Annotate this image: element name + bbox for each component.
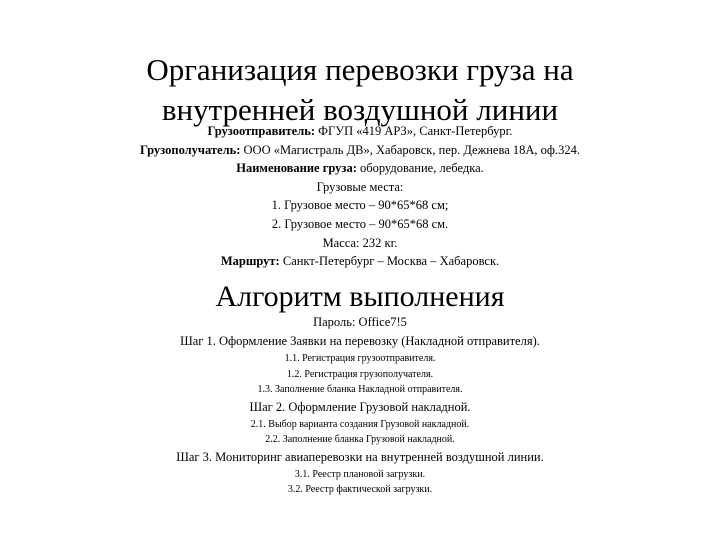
algorithm-steps (0, 313, 720, 498)
shipment-info (0, 122, 720, 271)
main-title-line-1: Организация перевозки груза на (146, 52, 574, 87)
step-1: Шаг 1. Оформление Заявки на перевозку (Накладной отправителя). (180, 334, 540, 348)
route-label: Маршрут: (220, 254, 280, 269)
shipper-value: ФГУП «419 АРЗ», Санкт-Петербург. (315, 124, 513, 138)
place-item-2: 2. Грузовое место – 90*65*68 см. (271, 216, 449, 231)
route-line (0, 252, 720, 271)
step-3-item-1: 3.1. Реестр плановой загрузки. (294, 468, 426, 480)
consignee-label: Грузополучатель: (139, 142, 241, 157)
places-label: Грузовые места: (316, 179, 404, 194)
step-1-item-3: 1.3. Заполнение бланка Накладной отправителя. (257, 384, 463, 395)
algorithm-title: Алгоритм выполнения (215, 280, 505, 313)
step-3-item-2: 3.2. Реестр фактической загрузки. (287, 484, 433, 495)
step-2-item-2: 2.2. Заполнение бланка Грузовой накладной. (265, 434, 455, 445)
step-3: Шаг 3. Мониторинг авиаперевозки на внутренней воздушной линии. (176, 449, 544, 464)
cargo-value: оборудование, лебедка. (356, 161, 484, 176)
shipper-line (0, 122, 720, 141)
shipper-label: Грузоотправитель: (207, 124, 316, 138)
main-title (0, 50, 720, 130)
step-2: Шаг 2. Оформление Грузовой накладной. (249, 399, 471, 414)
cargo-line (0, 159, 720, 178)
mass-line: Масса: 232 кг. (322, 235, 398, 250)
cargo-label: Наименование груза: (236, 161, 357, 176)
consignee-line (0, 141, 720, 160)
place-item-1: 1. Грузовое место – 90*65*68 см; (271, 198, 449, 213)
route-value: Санкт-Петербург – Москва – Хабаровск. (279, 254, 500, 269)
step-1-item-2: 1.2. Регистрация грузополучателя. (286, 368, 434, 380)
password-line: Пароль: Office7!5 (313, 315, 407, 329)
main-title-line-2: внутренней воздушной линии (161, 92, 559, 127)
step-1-item-1: 1.1. Регистрация грузоотправителя. (284, 353, 436, 364)
step-2-item-1: 2.1. Выбор варианта создания Грузовой накладной. (250, 418, 470, 430)
consignee-value: ООО «Магистраль ДВ», Хабаровск, пер. Дежнева 18А, оф.324. (240, 142, 581, 157)
